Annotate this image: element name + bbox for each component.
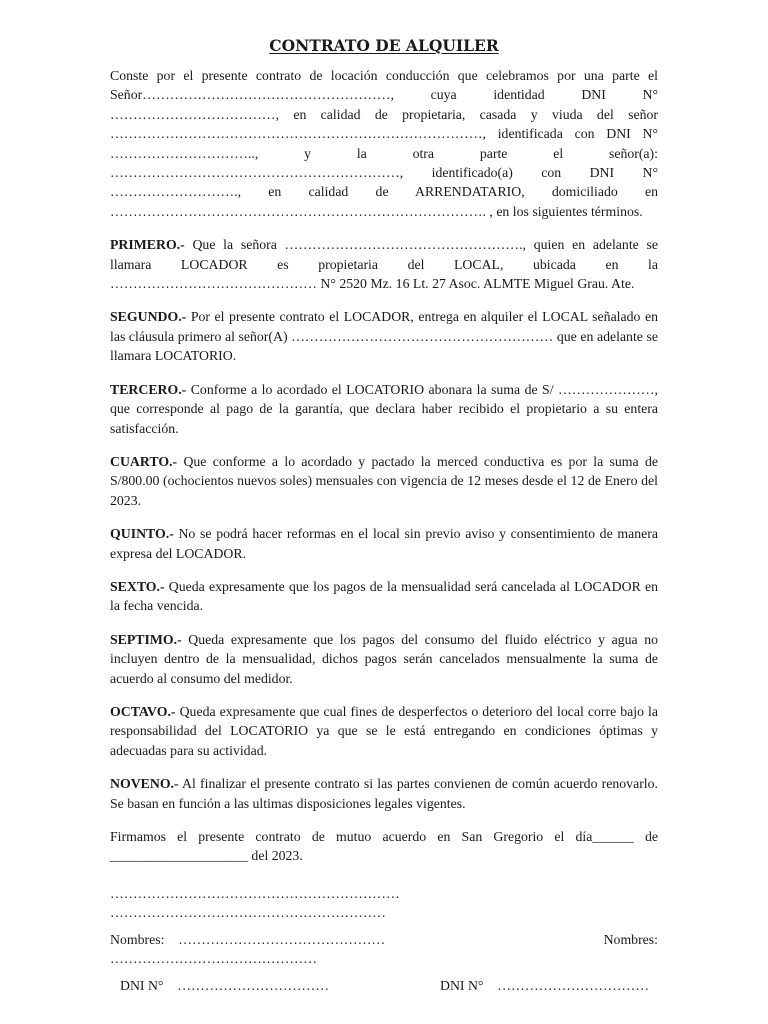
clause-label: SEGUNDO.- (110, 309, 187, 325)
signature-line: ……………………………………………………… (110, 886, 400, 901)
clause-label: NOVENO.- (110, 776, 179, 792)
names-section (110, 930, 658, 969)
dni-left-dots: …………………………… (177, 978, 330, 993)
dni-row (110, 976, 658, 995)
clause-label: TERCERO.- (110, 381, 187, 397)
clause-label: SEPTIMO.- (110, 631, 182, 647)
clause-primero (110, 235, 658, 293)
nombres-left-label: Nombres: (110, 932, 165, 947)
names-row (110, 930, 658, 949)
clause-noveno (110, 774, 658, 813)
clause-label: SEXTO.- (110, 578, 165, 594)
clause-octavo (110, 702, 658, 760)
contract-body (110, 66, 658, 880)
clause-text: Por el presente contrato el LOCADOR, entrega en alquiler el LOCAL señalado en las cláusula primero al señor(A) ………………………………………………… que en adelante se llamara LOCATORIO. (110, 309, 658, 364)
clause-text: Conste por el presente contrato de locación conducción que celebramos por una parte el Señor………………………………………………, cuya identidad DNI N° ………………………………, en calidad de propietaria, casada y viuda del señor ………………………………………………………………………, identificada con DNI N° ………………………….., y la otra parte el señor(a): ………………………………………………………, identificado(a) con DNI N° ………………………., en calidad de ARRENDATARIO, domiciliado en ………………………………………………………………………. , en los siguientes términos. (110, 68, 658, 219)
clause-cuarto (110, 452, 658, 510)
dni-left-label: DNI N° (120, 978, 164, 993)
clause-quinto (110, 524, 658, 563)
clause-label: OCTAVO.- (110, 703, 176, 719)
clause-label: PRIMERO.- (110, 237, 185, 253)
closing-paragraph (110, 827, 658, 866)
clause-text: No se podrá hacer reformas en el local sin previo aviso y consentimiento de manera expresa del LOCADOR. (110, 526, 658, 561)
names-left (110, 930, 385, 949)
intro-paragraph (110, 66, 658, 221)
clause-text: Queda expresamente que los pagos de la mensualidad será cancelada al LOCADOR en la fecha vencida. (110, 578, 658, 614)
dni-left (120, 976, 440, 995)
clause-text: Queda expresamente que cual fines de desperfectos o deterioro del local corre bajo la responsabilidad del LOCATORIO ya que se le está entregando en condiciones óptimas y adecuadas para su actividad. (110, 703, 659, 758)
signature-line: …………………………………………………… (110, 905, 386, 921)
nombres-right-label: Nombres: (603, 932, 658, 947)
signature-block (110, 884, 658, 923)
dni-right-dots: …………………………… (497, 978, 650, 993)
clause-text: Que la señora ……………………………………………., quien en adelante se llamara LOCADOR es propietaria del LOCAL, ubicada en la ……………………………………… N° 2520 Mz. 16 Lt. 27 Asoc. ALMTE Miguel Grau. Ate. (110, 237, 658, 292)
clause-label: CUARTO.- (110, 453, 178, 469)
clause-text: Conforme a lo acordado el LOCATORIO abonara la suma de S/ …………………, que corresponde al pago de la garantía, que declara haber recibido el propietario a su entera satisfacción. (110, 381, 659, 436)
clause-text: Queda expresamente que los pagos del consumo del fluido eléctrico y agua no incluyen dentro de la mensualidad, dichos pagos serán cancelados mensualmente la suma de acuerdo al consumo del medidor. (110, 631, 659, 686)
clause-tercero (110, 380, 658, 438)
dni-section (110, 976, 658, 995)
nombres-continuation: ……………………………………… (110, 951, 317, 967)
clause-sexto (110, 577, 658, 616)
clause-septimo (110, 630, 658, 688)
dni-right (440, 976, 649, 995)
clause-text: Al finalizar el presente contrato si las partes convienen de común acuerdo renovarlo. Se basan en función a las ultimas disposiciones legales vigentes. (110, 776, 658, 811)
clause-segundo (110, 307, 658, 365)
clause-text: Firmamos el presente contrato de mutuo acuerdo en San Gregorio el día______ de ____________________ del 2023. (110, 829, 658, 864)
dni-right-label: DNI N° (440, 978, 484, 993)
document-title: CONTRATO DE ALQUILER (269, 36, 499, 55)
nombres-left-dots: ……………………………………… (178, 932, 386, 947)
clause-label: QUINTO.- (110, 526, 174, 542)
clause-text: Que conforme a lo acordado y pactado la merced conductiva es por la suma de S/800.00 (ochocientos nuevos soles) mensuales con vigencia de 12 meses desde el 12 de Enero del 2023. (110, 453, 659, 508)
